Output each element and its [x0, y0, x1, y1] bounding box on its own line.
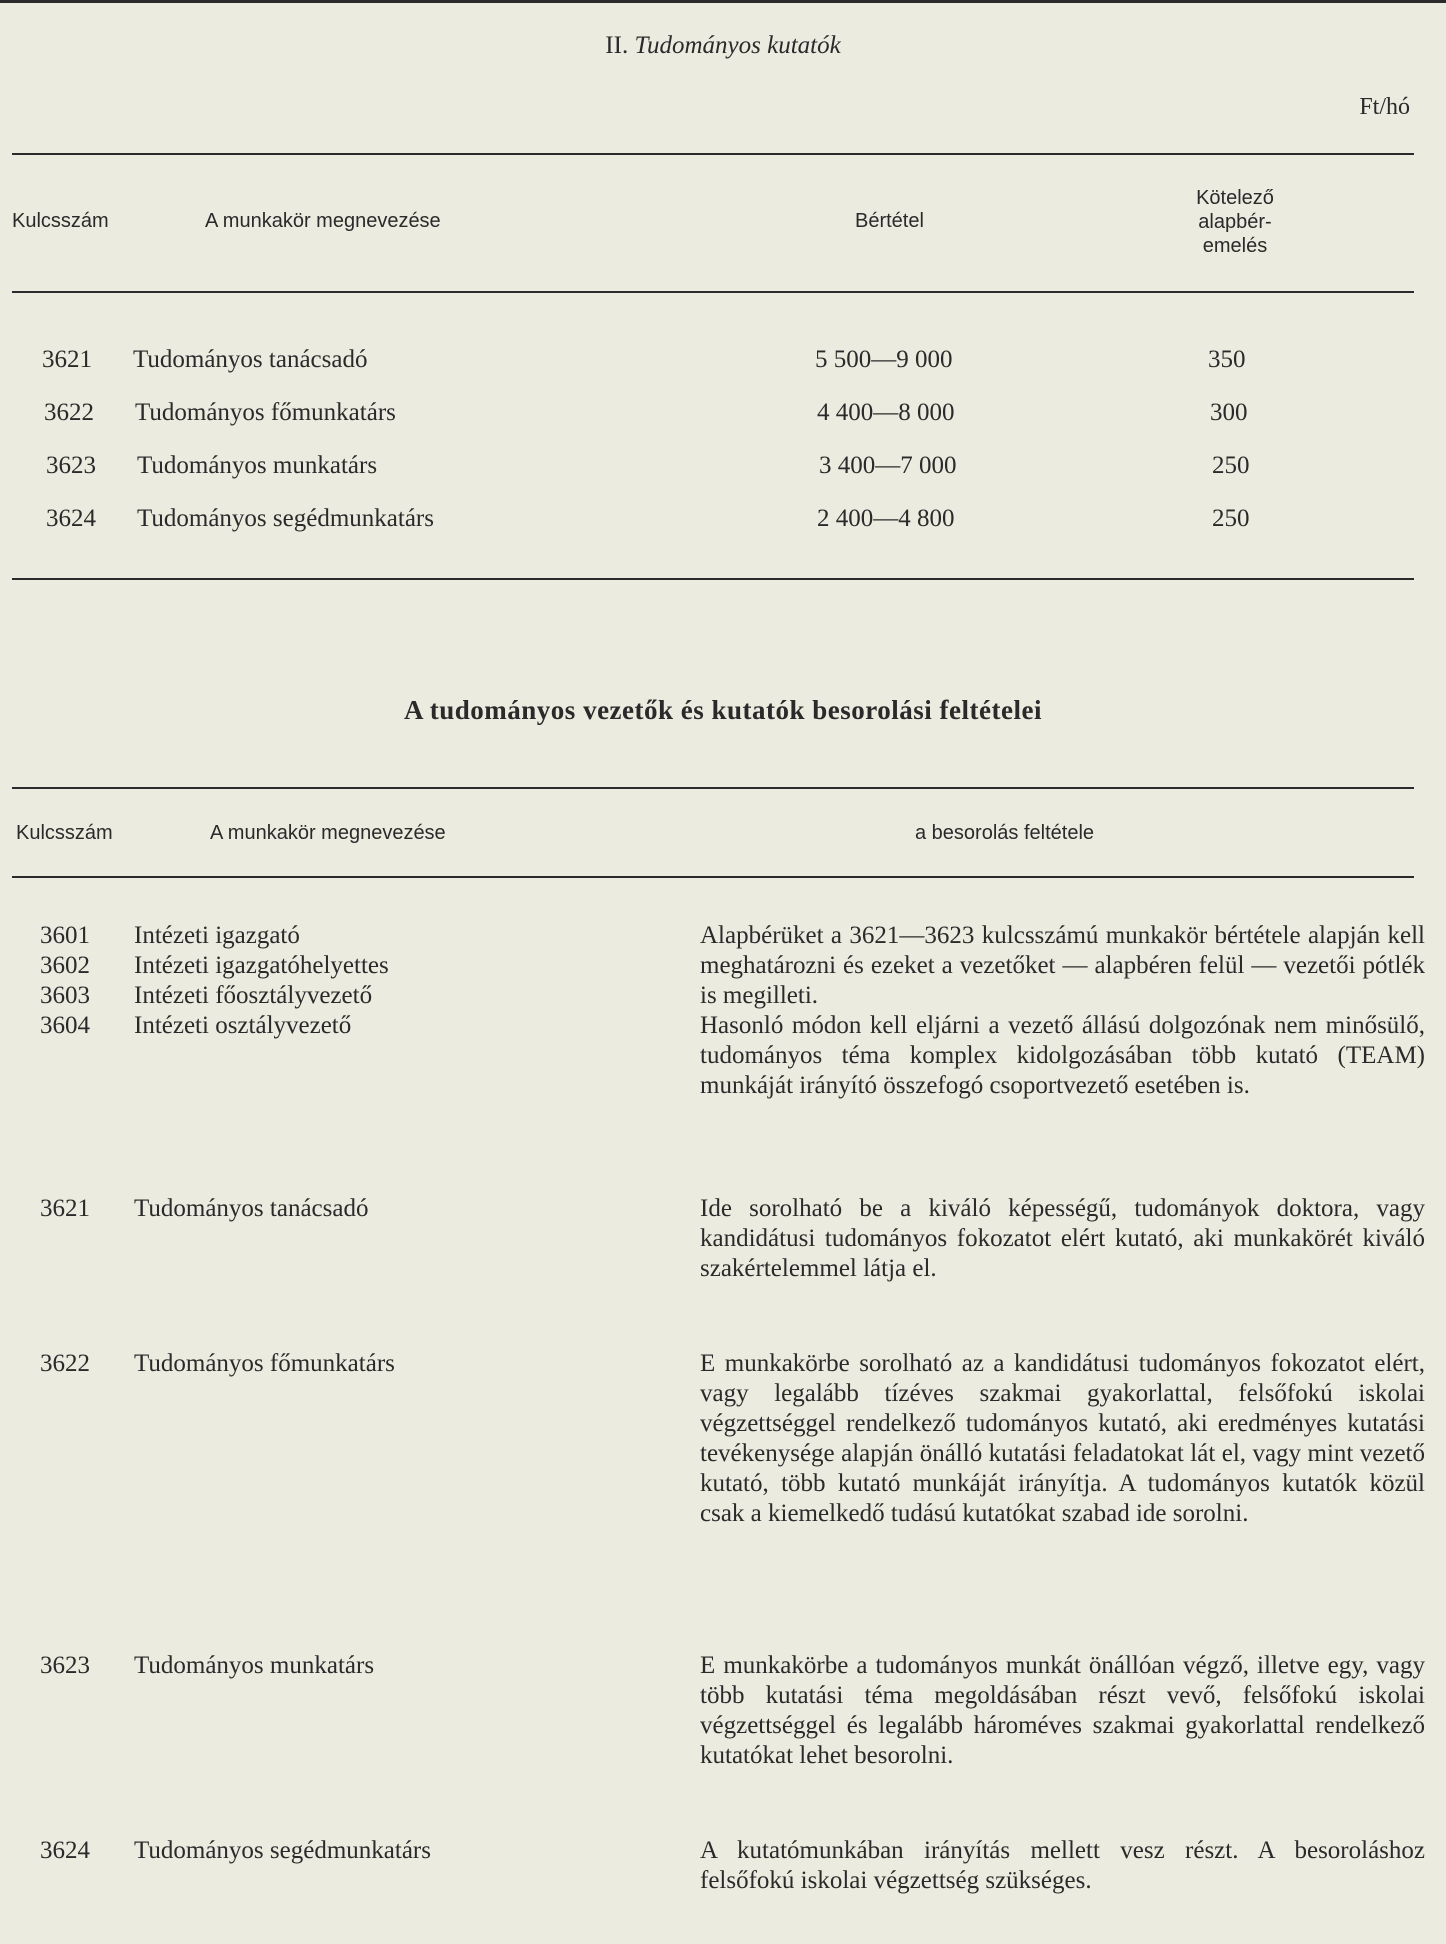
condition-item — [40, 921, 660, 951]
section-number: II. — [605, 32, 629, 59]
condition-text — [700, 1349, 1425, 1529]
condition-paragraph: E munkakörbe sorolható az a kandidátusi tudományos fokozatot elért, vagy legalább tízéves szakmai gyakorlattal, felsőfokú iskolai végzettséggel rendelkező tudományos kutató, aki eredményes kutatási tevékenysége alapján önálló kutatási feladatokat lát el, vagy mint vezető kutató, több kutató munkáját irányítja. A tudományos kutatók közül csak a kiemelkedő tudású kutatókat szabad ide sorolni. — [700, 1350, 1425, 1527]
row-rate: 2 400—4 800 — [817, 505, 955, 532]
condition-items — [40, 1836, 660, 1866]
row-raise: 350 — [1208, 346, 1246, 373]
row-name: Tudományos munkatárs — [137, 452, 378, 479]
condition-paragraph: Hasonló módon kell eljárni a vezető állású dolgozónak nem minősülő, tudományos téma komplex kidolgozásában több kutató (TEAM) munkáját irányító összefogó csoportvezető esetében is. — [700, 1012, 1425, 1099]
item-code: 3622 — [40, 1350, 90, 1377]
header-rate: Bértétel — [855, 210, 924, 232]
table1-bottom-rule — [12, 578, 1414, 580]
item-name: Intézeti osztályvezető — [134, 1012, 352, 1039]
header2-condition: a besorolás feltétele — [915, 822, 1095, 844]
row-raise: 250 — [1212, 452, 1250, 479]
table2-header-rule — [12, 876, 1414, 878]
row-name: Tudományos tanácsadó — [133, 346, 368, 373]
condition-paragraph: A kutatómunkában irányítás mellett vesz részt. A besoroláshoz felsőfokú iskolai végzettség szükséges. — [700, 1837, 1425, 1894]
header-name: A munkakör megnevezése — [205, 210, 441, 232]
row-name: Tudományos főmunkatárs — [135, 399, 396, 426]
row-rate: 5 500—9 000 — [815, 346, 953, 373]
condition-paragraph: Alapbérüket a 3621—3623 kulcsszámú munkakör bértétele alapján kell meghatározni és ezeket a vezetőket — alapbéren felül — vezetői pótlék is megilleti. — [700, 922, 1425, 1009]
item-code: 3603 — [40, 982, 90, 1009]
condition-item — [40, 1349, 660, 1379]
row-code: 3623 — [46, 452, 96, 479]
top-rule — [0, 0, 1446, 3]
item-code: 3602 — [40, 952, 90, 979]
header-code: Kulcsszám — [12, 210, 109, 232]
header-raise-line1: Kötelező — [1196, 187, 1274, 209]
row-name: Tudományos segédmunkatárs — [137, 505, 434, 532]
header2-name: A munkakör megnevezése — [210, 822, 446, 844]
item-code: 3604 — [40, 1012, 90, 1039]
item-name: Tudományos segédmunkatárs — [134, 1837, 431, 1864]
condition-text — [700, 921, 1425, 1101]
table1-top-rule — [12, 153, 1414, 155]
condition-item — [40, 951, 660, 981]
section-title — [0, 32, 1446, 60]
item-name: Tudományos munkatárs — [134, 1652, 375, 1679]
header-raise-line2: alapbér- — [1198, 211, 1272, 233]
table2-top-rule — [12, 787, 1414, 789]
condition-items — [40, 1349, 660, 1379]
item-name: Tudományos főmunkatárs — [134, 1350, 395, 1377]
row-raise: 300 — [1210, 399, 1248, 426]
row-raise: 250 — [1212, 505, 1250, 532]
item-name: Intézeti igazgató — [134, 922, 300, 949]
condition-text — [700, 1836, 1425, 1896]
row-rate: 3 400—7 000 — [819, 452, 957, 479]
item-code: 3623 — [40, 1652, 90, 1679]
section-name: Tudományos kutatók — [634, 32, 841, 59]
item-code: 3624 — [40, 1837, 90, 1864]
item-name: Tudományos tanácsadó — [134, 1195, 369, 1222]
item-code: 3601 — [40, 922, 90, 949]
condition-item — [40, 1194, 660, 1224]
condition-text — [700, 1651, 1425, 1771]
unit-label: Ft/hó — [1359, 94, 1410, 120]
condition-paragraph: Ide sorolható be a kiváló képességű, tudományok doktora, vagy kandidátusi tudományos fokozatot elért kutató, aki munkakörét kiváló szakértelemmel látja el. — [700, 1195, 1425, 1282]
header-raise — [1170, 186, 1300, 258]
condition-items — [40, 1194, 660, 1224]
item-name: Intézeti főosztályvezető — [134, 982, 373, 1009]
row-code: 3621 — [42, 346, 92, 373]
header-raise-line3: emelés — [1202, 235, 1268, 257]
row-code: 3622 — [44, 399, 94, 426]
condition-text — [700, 1194, 1425, 1284]
condition-item — [40, 1651, 660, 1681]
condition-items — [40, 921, 660, 1041]
condition-item — [40, 1011, 660, 1041]
row-code: 3624 — [46, 505, 96, 532]
condition-paragraph: E munkakörbe a tudományos munkát önállóan végző, illetve egy, vagy több kutatási téma megoldásában részt vevő, felsőfokú iskolai végzettséggel és legalább hároméves szakmai gyakorlattal rendelkező kutatókat lehet besorolni. — [700, 1652, 1425, 1769]
condition-items — [40, 1651, 660, 1681]
header2-code: Kulcsszám — [16, 822, 113, 844]
condition-item — [40, 1836, 660, 1866]
section2-title: A tudományos vezetők és kutatók besorolási feltételei — [404, 695, 1042, 725]
item-name: Intézeti igazgatóhelyettes — [134, 952, 389, 979]
row-rate: 4 400—8 000 — [817, 399, 955, 426]
table1-header-rule — [12, 291, 1414, 293]
condition-item — [40, 981, 660, 1011]
item-code: 3621 — [40, 1195, 90, 1222]
